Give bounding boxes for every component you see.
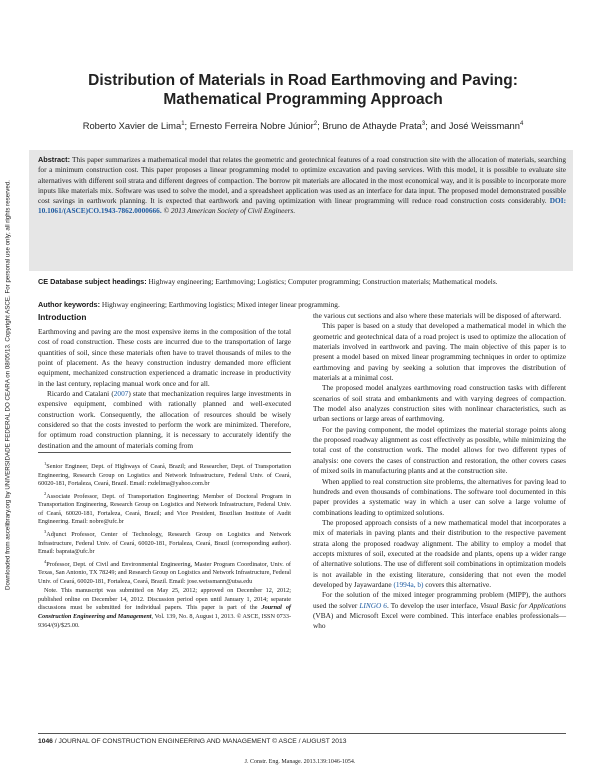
left-column-body [38,327,291,451]
paragraph-text: ) state that mechanization requires large investments in expensive equipment, combined with rationally planned and well-executed construction work. Consequently, the allocation of resources should be wisely considered so that the costs invested to perform the work are minimized. Therefore, for optimum road construction planning, it is necessary to accurately identify the destination and the amount of materials coming from [38,389,292,450]
author-keywords-label: Author keywords: [38,300,101,309]
footnote-text: Associate Professor, Dept. of Transportation Engineering; Member of Doctoral Program in Transportation Engineering, Research Group on Logistics and Network Infrastructure, Federal Univ. of Ceará, 60020-181, Fortaleza, Ceará, Brazil; and Vice President, Brazilian Institute of Audit Engineering. Email: nobre@ufc.br [38,492,291,526]
software-link[interactable]: LINGO 6 [359,600,387,610]
author-separator: ; [317,120,323,131]
paragraph-text: For the solution of the mixed integer programming problem (MIPP), the authors used the solver [313,590,566,610]
footnote [38,528,291,557]
paper-title-line-2: Mathematical Programming Approach [163,91,443,108]
page-number: 1046 [38,738,53,745]
citation-link[interactable]: (1994a, b) [393,579,424,589]
author-name: Roberto Xavier de Lima [82,120,182,131]
submission-note-text: Note. This manuscript was submitted on May 25, 2012; approved on December 12, 2012; published online on December 14, 2012. Discussion period open until January 1, 2014; separate discussions must be submitted for individual papers. This paper is part of the [38,587,291,612]
footnote [38,460,291,489]
software-name: Visual Basic for Applications [480,600,567,610]
author-name: José Weissmann [448,120,520,131]
abstract-text: This paper summarizes a mathematical model that relates the geometric and geotechnical features of a road construction site with the allocation of materials, searching for a minimum construction cost. This paper proposes a linear programming model to optimize excavation and paving services. With this model, it is possible to evaluate site alternatives with different soil strata and different degrees of compaction. The borrow pit materials are allocated in the most economical way, and it is possible to incorporate more inputs like materials mix. Software was used to solve the model, and a spreadsheet application was used as an interface for data input. The proposed model demonstrated possible cost savings in earthwork planning. It is expected that earthwork and paving optimization with linear programming will reduce road construction costs considerably. [38,155,566,206]
paragraph: When applied to real construction site problems, the alternatives for paving lead to hundreds and even thousands of combinations. The software tool documented in this paper provides a systematic way in which a user can solve a large volume of combinations leading to optimized solutions. [313,476,566,517]
section-heading-introduction: Introduction [38,312,87,322]
paragraph: Earthmoving and paving are the most expensive items in the composition of the total cost of road construction. These costs are incurred due to the transportation of large quantities of soil, since these materials often have to travel thousands of miles to the point of placement. As the heavy construction industry demanded more efficient equipment, mechanized construction experienced a dramatic increase in productivity in the last century, replacing manual work once and for all. [38,327,291,388]
abstract-label: Abstract: [38,155,71,164]
ce-subject-headings-text: Highway engineering; Earthmoving; Logistics; Computer programming; Construction materials; Mathematical models. [148,277,498,286]
paragraph: For the paving component, the model optimizes the material storage points along the proposed roadway alignment as cost effectively as possible, while minimizing the total cost of the construction work. The model allows for two different types of analysis: one covers the cases of construction and restoration, the other covers cases of mixed soils in manufacturing plants and at the construction site. [313,424,566,476]
abstract-doi-link[interactable]: DOI: 10.1061/(ASCE)CO.1943-7862.0000666. [38,196,566,216]
paper-title-line-1: Distribution of Materials in Road Earthmoving and Paving: [88,72,518,89]
ce-subject-headings-label: CE Database subject headings: [38,277,147,286]
author-separator: ; and [425,120,449,131]
author-affiliation-marker: 3 [421,120,426,127]
paragraph-text: (VBA) and Microsoft Excel were combined. This interface enables professionals—who [313,610,566,631]
paragraph-text: Ricardo and Catalani ( [47,389,114,399]
abstract [38,155,566,217]
footnote-marker: 1 [44,461,47,466]
footnote-marker: 3 [44,528,47,534]
footnote-text: Professor, Dept. of Civil and Environmental Engineering, Master Program Coordinator, Univ. of Texas, San Antonio, TX 78249; and Research Group on Logistics and Network Infrastructure, Federal Univ. of Ceará, 60020-181, Fortaleza, Ceará, Brazil. Email: jose.weissmann@utsa.edu [38,560,291,585]
download-notice-text: Downloaded from ascelibrary.org by UNIVERSIDADE FEDERAL DO CEARA on 08/05/13. Copyright ASCE. For personal use only; all rights reserved. [4,180,12,590]
page-footer [38,738,346,745]
paper-title [40,71,566,109]
citation-line: J. Constr. Eng. Manage. 2013.139:1046-1054. [244,759,356,765]
submission-note-text: , Vol. 139, No. 8, August 1, 2013. © ASCE, ISSN 0733-9364/(9)/$25.00. [38,613,291,629]
ce-subject-headings [38,277,566,287]
author-keywords-text: Highway engineering; Earthmoving logistics; Mixed integer linear programming. [101,300,340,309]
paragraph: The proposed model analyzes earthmoving road construction tasks with different scenarios of soil strata and embankments and with varying degrees of compaction. The model also analyzes construction sites with nonlinear characteristics, such as urban sections or large areas of earthmoving. [313,383,566,424]
author-name: Bruno de Athayde Prata [322,120,422,131]
download-notice [2,150,14,620]
abstract-copyright: © 2013 American Society of Civil Engineers. [163,206,296,216]
author-list [40,120,566,131]
paragraph [38,389,291,451]
footnote-marker: 4 [44,558,47,564]
journal-name: Journal of Construction Engineering and Management [38,604,291,620]
paragraph-text: . To develop the user interface, [386,600,481,610]
footnote-divider [38,452,291,453]
author-affiliation-marker: 1 [181,120,185,127]
footnotes [38,460,291,631]
paragraph-text: The proposed approach consists of a new mathematical model that incorporates a mix of materials in paving plants and their distribution to the respective pavement strata along the proposed roadway alignment. The ability to employ a model that accepts mixtures of soil, executed at the roadside and plants, opens up a wider range of alternative solutions. The use of different soil combinations in optimization models is not available in the existing literature, considering that not even the model developed by Jayawardane [313,517,566,589]
author-affiliation-marker: 4 [519,120,524,127]
author-name: Ernesto Ferreira Nobre Júnior [189,120,314,131]
paragraph: This paper is based on a study that developed a mathematical model in which the geometric and geotechnical data of a road project is used to optimize the allocation of materials involved in earthwork and paving. The main objective of this paper is to present a model based on mixed linear programming techniques in order to optimize earthmoving and paving by seeking a solution that improves the distribution of materials at a minimal cost. [313,321,566,383]
footnote [38,490,291,527]
paragraph [313,518,566,590]
footer-divider [38,733,566,734]
footnote-text: Senior Engineer, Dept. of Highways of Ceará, Brazil; and Researcher, Dept. of Transportation Engineering, Research Group on Logistics and Network Infrastructure, Federal Univ. of Ceará, 60020-181, Fortaleza, Ceará, Brazil. Email: rxdelima@yahoo.com.br [38,463,291,488]
footnote-text: Adjunct Professor, Center of Technology, Research Group on Logistics and Network Infrastructure, Federal Univ. of Ceará, 60020-181, Fortaleza, Ceará, Brazil (corresponding author). Email: baprata@ufc.br [38,531,291,556]
paragraph: the various cut sections and also where these materials will be disposed of afterward. [313,311,562,320]
paragraph-text: covers this alternative. [423,579,492,589]
author-keywords [38,300,566,310]
footnote [38,558,291,587]
footer-journal-text: / JOURNAL OF CONSTRUCTION ENGINEERING AND MANAGEMENT © ASCE / AUGUST 2013 [52,738,347,745]
paragraph [313,590,566,631]
author-affiliation-marker: 2 [313,120,318,127]
citation-link[interactable]: 2007 [113,389,129,399]
right-column-body [313,311,566,632]
submission-note [38,587,291,630]
footnote-marker: 2 [44,490,47,496]
author-separator: ; [184,120,190,131]
